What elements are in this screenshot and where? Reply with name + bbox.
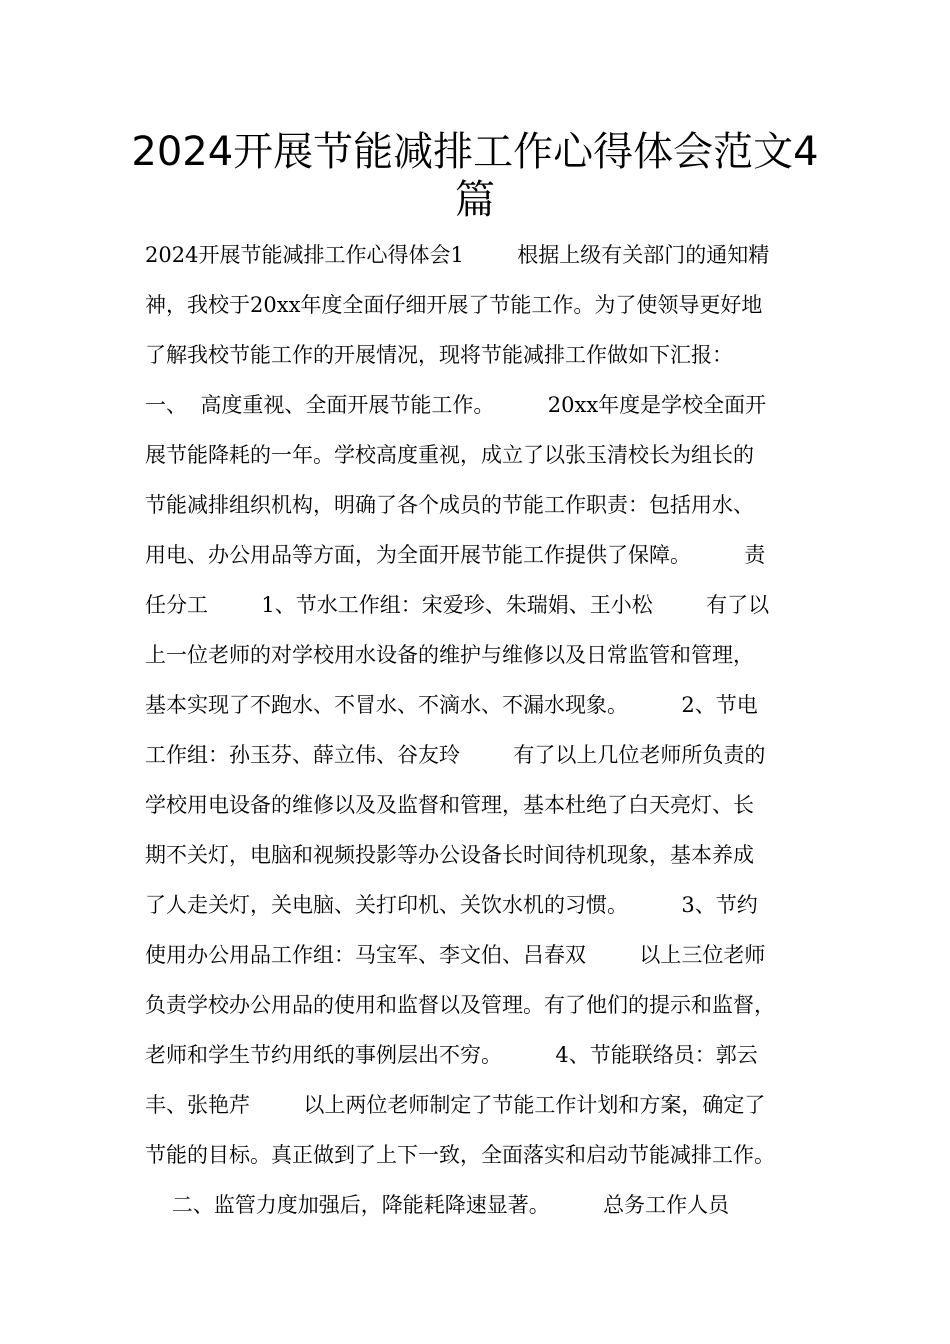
body-line: 展节能降耗的一年。学校高度重视，成立了以张玉清校长为组长的 — [145, 443, 754, 467]
body-line: 使用办公用品工作组：马宝军、李文伯、吕春双 以上三位老师 — [145, 943, 766, 967]
body-line: 了解我校节能工作的开展情况，现将节能减排工作做如下汇报： — [145, 343, 733, 367]
body-line: 老师和学生节约用纸的事例层出不穷。 4、节能联络员：郭云 — [145, 1043, 758, 1067]
body-line: 任分工 1、节水工作组：宋爱珍、朱瑞娟、王小松 有了以 — [145, 593, 770, 617]
title-line: 2024开展节能减排工作心得体会范文4 — [131, 129, 819, 175]
body-line: 一、 高度重视、全面开展节能工作。 20xx年度是学校全面开 — [145, 393, 767, 417]
body-line: 二、监管力度加强后，降能耗降速显著。 总务工作人员 — [145, 1193, 730, 1217]
body-line: 了人走关灯，关电脑、关打印机、关饮水机的习惯。 3、节约 — [145, 893, 758, 917]
body-line: 学校用电设备的维修以及及监督和管理，基本杜绝了白天亮灯、长 — [145, 793, 754, 817]
body-line: 2024开展节能减排工作心得体会1 根据上级有关部门的通知精 — [145, 243, 770, 267]
body-line: 神，我校于20xx年度全面仔细开展了节能工作。为了使领导更好地 — [145, 293, 763, 317]
title-line: 篇 — [455, 177, 495, 223]
body-line: 丰、张艳芹 以上两位老师制定了节能工作计划和方案，确定了 — [145, 1093, 766, 1117]
document-body — [145, 230, 825, 1230]
body-line: 上一位老师的对学校用水设备的维护与维修以及日常监管和管理， — [145, 643, 754, 667]
body-line: 基本实现了不跑水、不冒水、不滴水、不漏水现象。 2、节电 — [145, 693, 758, 717]
body-line: 用电、办公用品等方面，为全面开展节能工作提供了保障。 责 — [145, 543, 766, 567]
document-title — [100, 128, 850, 224]
body-line: 期不关灯，电脑和视频投影等办公设备长时间待机现象，基本养成 — [145, 843, 754, 867]
body-line: 工作组：孙玉芬、薛立伟、谷友玲 有了以上几位老师所负责的 — [145, 743, 766, 767]
body-line: 节能减排组织机构，明确了各个成员的节能工作职责：包括用水、 — [145, 493, 754, 517]
body-line: 节能的目标。真正做到了上下一致，全面落实和启动节能减排工作。 — [145, 1143, 775, 1167]
body-line: 负责学校办公用品的使用和监督以及管理。有了他们的提示和监督， — [145, 993, 775, 1017]
